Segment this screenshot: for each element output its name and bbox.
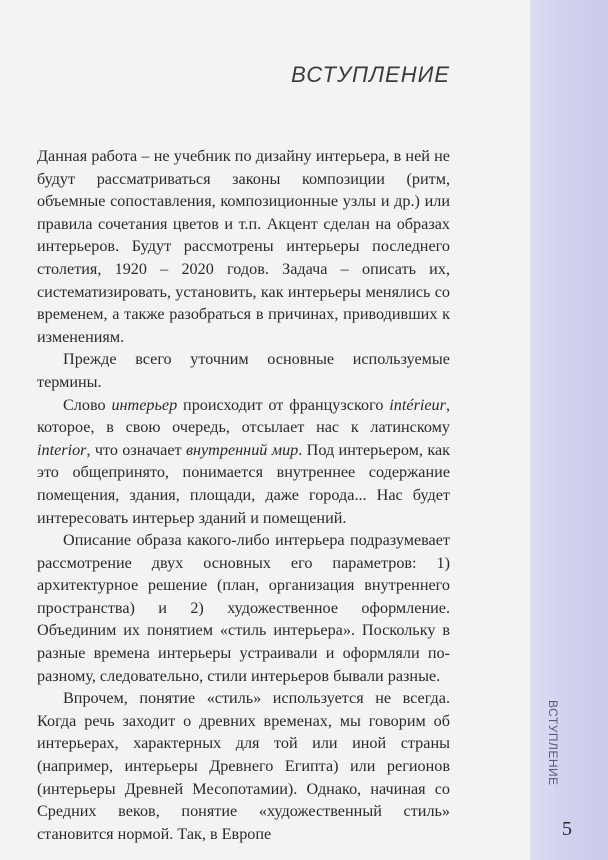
page-number: 5 xyxy=(562,818,572,840)
text-run: происходит от французского xyxy=(177,395,390,414)
side-section-label: ВСТУПЛЕНИЕ xyxy=(546,700,560,786)
chapter-heading: ВСТУПЛЕНИЕ xyxy=(291,62,450,87)
paragraph xyxy=(37,394,450,530)
paragraph xyxy=(37,687,450,845)
paragraph xyxy=(37,529,450,687)
emphasized-term: intérieur xyxy=(389,395,446,414)
emphasized-term: interior xyxy=(37,440,87,459)
paragraph xyxy=(37,348,450,393)
emphasized-term: интерьер xyxy=(111,395,178,414)
text-run: Впрочем, понятие «стиль» используется не всегда. Когда речь заходит о древних временах, мы говорим об интерьерах, характерных для той или иной страны (например, интерьеры Древнего Египта) или регионов (интерьеры Древней Месопотамии). Однако, начиная со Средних веков, понятие «художественный стиль» становится нормой. Так, в Европе xyxy=(37,689,450,843)
text-run: Описание образа какого-либо интерьера подразумевает рассмотрение двух основных его параметров: 1) архитектурное решение (план, организация внутреннего пространства) и 2) художественное оформление. Объединим их понятием «стиль интерьера». Поскольку в разные времена интерьеры устраивали и оформляли по-разному, следовательно, стили интерьеров бывали разные. xyxy=(37,531,450,685)
text-run: Данная работа – не учебник по дизайну интерьера, в ней не будут рассматриваться законы композиции (ритм, объемные сопоставления, композиционные узлы и др.) или правила сочетания цветов и т.п. Акцент сделан на образах интерьеров. Будут рассмотрены интерьеры последнего столетия, 1920 – 2020 годов. Задача – описать их, систематизировать, установить, как интерьеры менялись со временем, а также разобраться в причинах, приводивших к изменениям. xyxy=(37,147,450,346)
text-run: , которое, в свою очередь, отсылает нас к латинскому xyxy=(37,395,450,437)
text-run: Прежде всего уточним основные используемые термины. xyxy=(37,350,450,391)
text-run: Слово xyxy=(63,395,112,414)
emphasized-term: внутренний мир xyxy=(185,440,299,459)
text-run: , что означает xyxy=(86,440,186,459)
body-text xyxy=(37,145,450,845)
paragraph xyxy=(37,145,450,348)
text-run: . Под интерьером, как это общепринято, понимается внутреннее содержание помещения, здания, площади, даже города... Нас будет интересовать интерьер зданий и помещений. xyxy=(37,440,450,527)
